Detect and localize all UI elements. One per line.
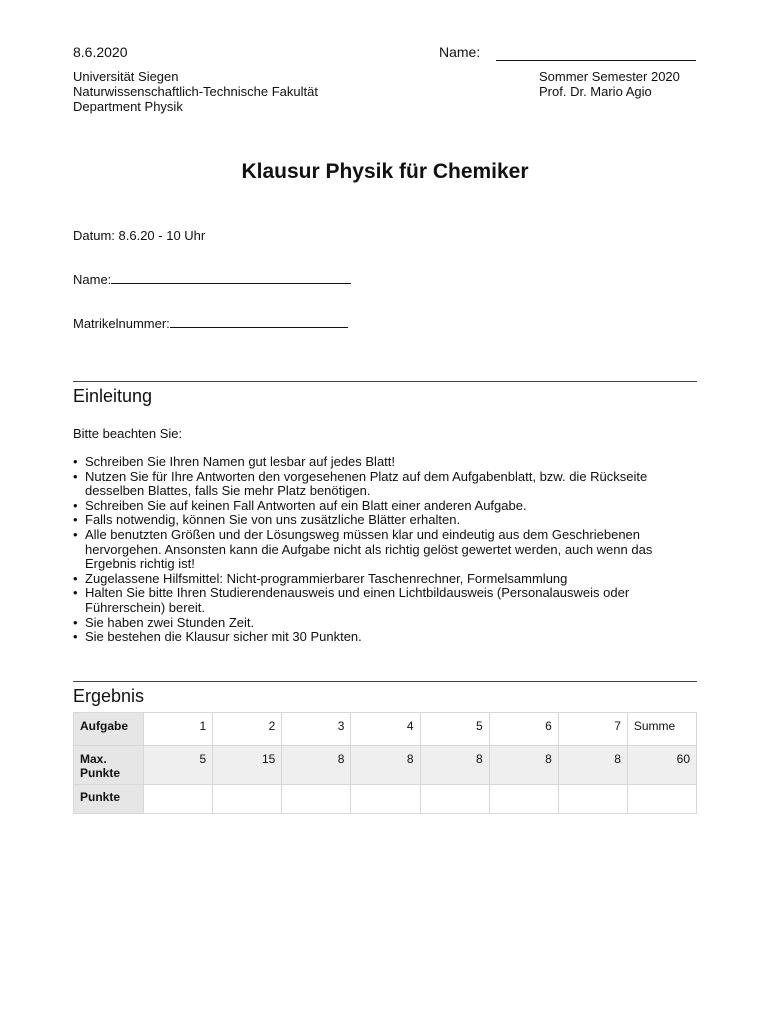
list-item: • Schreiben Sie auf keinen Fall Antworten auf ein Blatt einer anderen Aufgabe. (73, 499, 698, 514)
results-table (73, 712, 697, 814)
table-row (74, 785, 697, 814)
faculty-name: Naturwissenschaftlich-Technische Fakultät (73, 84, 318, 99)
points-cell[interactable] (282, 785, 351, 814)
list-item: • Sie bestehen die Klausur sicher mit 30 Punkten. (73, 630, 698, 645)
row-label-punkte: Punkte (74, 785, 144, 814)
university-block (73, 69, 318, 114)
university-name: Universität Siegen (73, 69, 179, 84)
list-item: • Halten Sie bitte Ihren Studierendenausweis und einen Lichtbildausweis (Personalausweis oder Führerschein) bereit. (73, 586, 698, 615)
list-item: • Zugelassene Hilfsmittel: Nicht-programmierbarer Taschenrechner, Formelsammlung (73, 572, 698, 587)
matrikel-field-line[interactable] (170, 317, 348, 328)
exam-title: Klausur Physik für Chemiker (241, 160, 529, 183)
name-field-line[interactable] (111, 273, 351, 284)
header-name-line (496, 60, 696, 61)
professor: Prof. Dr. Mario Agio (539, 84, 652, 99)
max-points-cell: 8 (420, 746, 489, 785)
semester-block (539, 69, 680, 99)
instruction-list (73, 455, 698, 645)
einleitung-heading: Einleitung (73, 386, 153, 406)
points-cell[interactable] (558, 785, 627, 814)
max-points-cell: 15 (213, 746, 282, 785)
datum-field: Datum: 8.6.20 - 10 Uhr (73, 228, 206, 243)
summe-header: Summe (627, 713, 696, 746)
task-number: 4 (351, 713, 420, 746)
max-points-total: 60 (627, 746, 696, 785)
task-number: 1 (144, 713, 213, 746)
max-points-cell: 5 (144, 746, 213, 785)
points-cell[interactable] (351, 785, 420, 814)
task-number: 3 (282, 713, 351, 746)
task-number: 5 (420, 713, 489, 746)
task-number: 7 (558, 713, 627, 746)
max-points-cell: 8 (558, 746, 627, 785)
points-cell[interactable] (420, 785, 489, 814)
name-field (73, 272, 351, 287)
department-name: Department Physik (73, 99, 183, 114)
row-label-max-punkte: Max. Punkte (74, 746, 144, 785)
row-label-aufgabe: Aufgabe (74, 713, 144, 746)
max-points-cell: 8 (489, 746, 558, 785)
list-item: • Nutzen Sie für Ihre Antworten den vorgesehenen Platz auf dem Aufgabenblatt, bzw. die Rückseite desselben Blattes, falls Sie mehr Platz benötigen. (73, 470, 698, 499)
name-field-label: Name: (73, 272, 112, 287)
max-points-cell: 8 (351, 746, 420, 785)
list-item: • Schreiben Sie Ihren Namen gut lesbar auf jedes Blatt! (73, 455, 698, 470)
list-item: • Falls notwendig, können Sie von uns zusätzliche Blätter erhalten. (73, 513, 698, 528)
task-number: 6 (489, 713, 558, 746)
ergebnis-heading: Ergebnis (73, 686, 145, 706)
matrikel-field (73, 316, 348, 331)
points-cell[interactable] (144, 785, 213, 814)
task-number: 2 (213, 713, 282, 746)
ergebnis-divider (73, 681, 697, 682)
points-total-cell[interactable] (627, 785, 696, 814)
table-row (74, 746, 697, 785)
table-row (74, 713, 697, 746)
max-points-cell: 8 (282, 746, 351, 785)
header-date: 8.6.2020 (73, 44, 128, 60)
einleitung-intro: Bitte beachten Sie: (73, 426, 183, 441)
points-cell[interactable] (489, 785, 558, 814)
matrikel-field-label: Matrikelnummer: (73, 316, 170, 331)
points-cell[interactable] (213, 785, 282, 814)
header-name-label: Name: (439, 44, 481, 60)
list-item: • Alle benutzten Größen und der Lösungsweg müssen klar und eindeutig aus dem Geschriebenen hervorgehen. Ansonsten kann die Aufgabe nicht als richtig gelöst gewertet werden, auch wenn das Ergebnis richtig ist! (73, 528, 698, 572)
list-item: • Sie haben zwei Stunden Zeit. (73, 616, 698, 631)
semester: Sommer Semester 2020 (539, 69, 680, 84)
einleitung-divider (73, 381, 697, 382)
